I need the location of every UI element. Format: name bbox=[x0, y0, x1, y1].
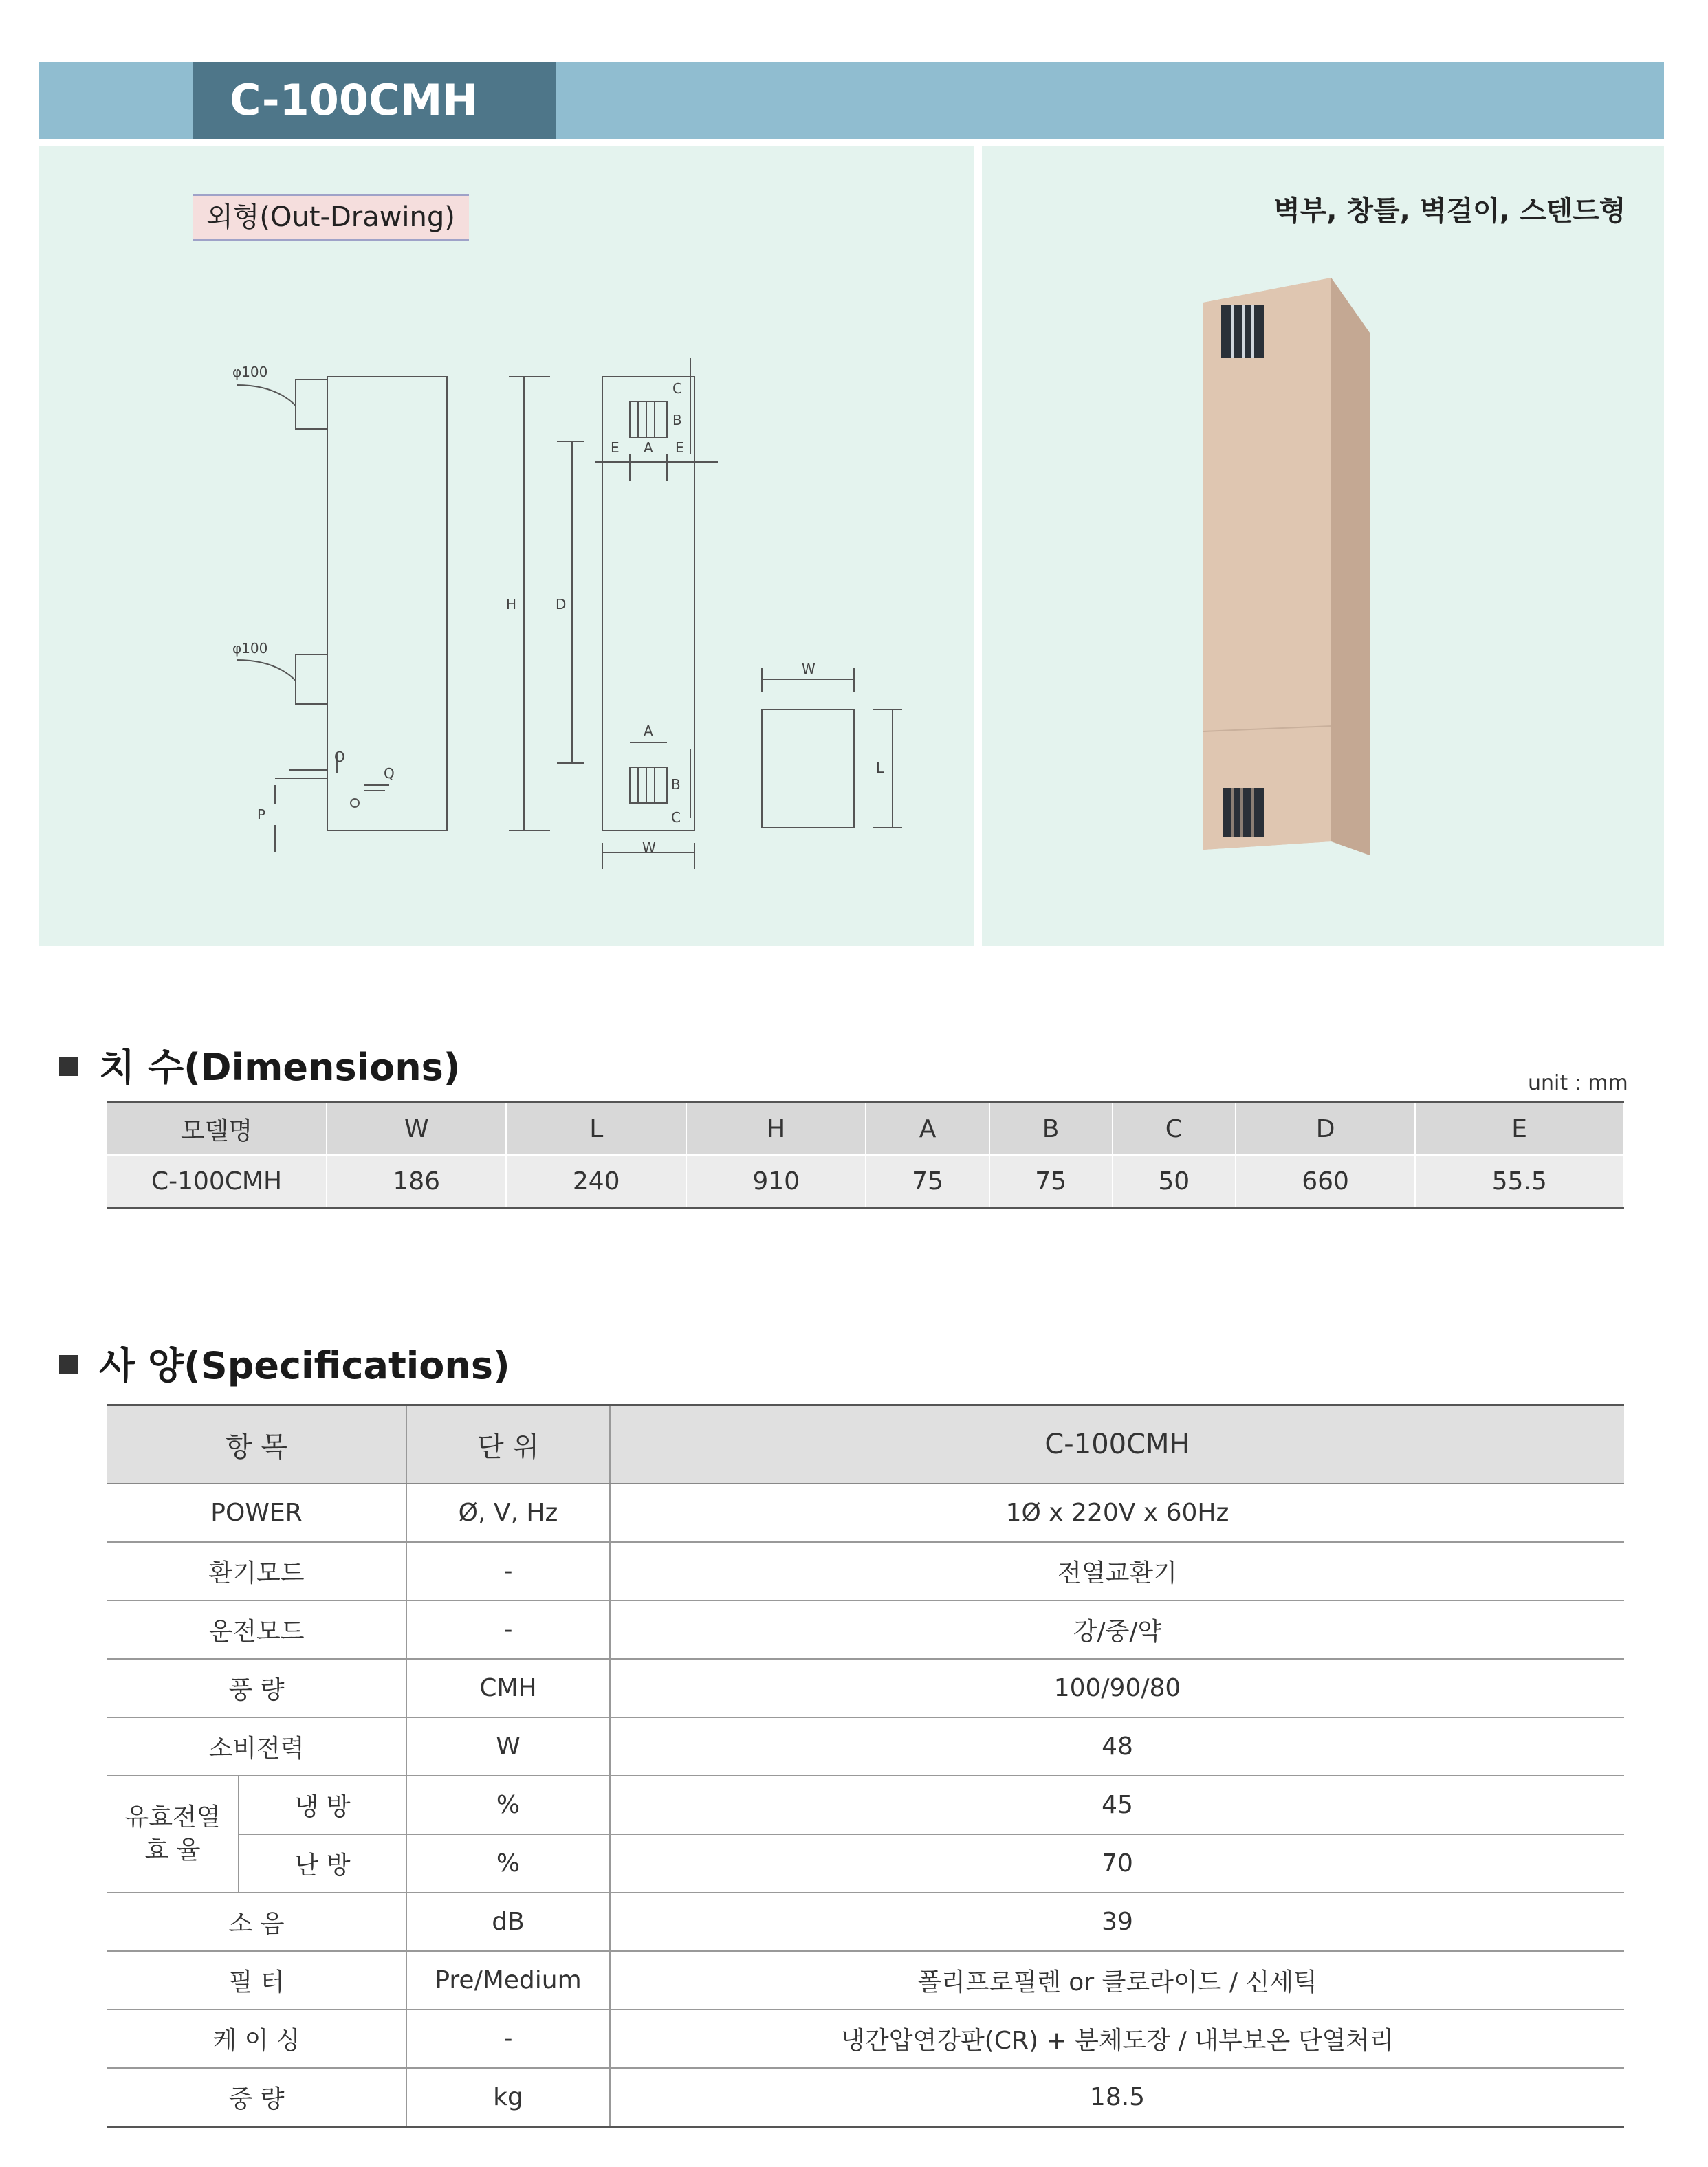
dim-label-b-top: B bbox=[672, 412, 682, 428]
value-cell: 48 bbox=[610, 1717, 1624, 1776]
table-row bbox=[107, 2068, 1624, 2127]
dim-label-o: O bbox=[334, 749, 345, 765]
table-row bbox=[107, 1484, 1624, 1542]
unit-cell: - bbox=[406, 2010, 610, 2068]
item-cell: 운전모드 bbox=[107, 1600, 406, 1659]
table-cell: C-100CMH bbox=[107, 1155, 327, 1208]
model-title: C-100CMH bbox=[193, 62, 556, 139]
unit-cell: % bbox=[406, 1776, 610, 1834]
table-row bbox=[107, 1951, 1624, 2010]
dim-label-w-side: W bbox=[802, 661, 815, 677]
dimensions-title: 치 수(Dimensions) bbox=[99, 1046, 461, 1089]
header-cell: C-100CMH bbox=[610, 1405, 1624, 1484]
side-view-body bbox=[327, 377, 447, 830]
header-cell: A bbox=[866, 1103, 989, 1156]
dim-label-e-right: E bbox=[675, 439, 684, 456]
dim-label-l-side: L bbox=[876, 760, 884, 776]
item-cell: 필 터 bbox=[107, 1951, 406, 2010]
table-cell: 55.5 bbox=[1415, 1155, 1623, 1208]
item-cell: POWER bbox=[107, 1484, 406, 1542]
value-cell: 강/중/약 bbox=[610, 1600, 1624, 1659]
plan-view-body bbox=[762, 710, 854, 828]
header-cell: 항 목 bbox=[107, 1405, 406, 1484]
drain-port bbox=[351, 799, 359, 807]
table-cell: 240 bbox=[506, 1155, 686, 1208]
value-cell: 폴리프로필렌 or 클로라이드 / 신세틱 bbox=[610, 1951, 1624, 2010]
item-cell: 중 량 bbox=[107, 2068, 406, 2127]
install-types-text: 벽부, 창틀, 벽걸이, 스텐드형 bbox=[1273, 195, 1626, 227]
duct-lower bbox=[296, 654, 327, 704]
unit-cell: - bbox=[406, 1542, 610, 1600]
dim-label-h: H bbox=[506, 596, 517, 613]
table-header-row bbox=[107, 1103, 1623, 1156]
out-drawing-label: 외형(Out-Drawing) bbox=[193, 194, 469, 241]
dim-label-b-bottom: B bbox=[671, 776, 681, 793]
header-cell: L bbox=[506, 1103, 686, 1156]
unit-cell: CMH bbox=[406, 1659, 610, 1717]
unit-cell: % bbox=[406, 1834, 610, 1893]
specifications-title: 사 양(Specifications) bbox=[99, 1344, 510, 1387]
unit-cell: kg bbox=[406, 2068, 610, 2127]
dim-label-w-front: W bbox=[642, 839, 656, 856]
table-cell: 75 bbox=[866, 1155, 989, 1208]
item-cell: 냉 방 bbox=[239, 1776, 406, 1834]
duct-label-upper: φ100 bbox=[232, 364, 268, 380]
specifications-heading bbox=[59, 1336, 510, 1389]
grille-lower bbox=[630, 767, 667, 803]
item-cell: 케 이 싱 bbox=[107, 2010, 406, 2068]
efficiency-label-line2: 효 율 bbox=[144, 1836, 201, 1864]
dim-label-d: D bbox=[556, 596, 567, 613]
table-cell: 660 bbox=[1236, 1155, 1415, 1208]
grille-upper bbox=[630, 402, 667, 437]
unit-cell: - bbox=[406, 1600, 610, 1659]
item-cell: 소 음 bbox=[107, 1893, 406, 1951]
table-row bbox=[107, 1717, 1624, 1776]
dim-label-e-left: E bbox=[611, 439, 620, 456]
value-cell: 100/90/80 bbox=[610, 1659, 1624, 1717]
table-row bbox=[107, 1893, 1624, 1951]
table-row bbox=[107, 1776, 1624, 1834]
table-header-row bbox=[107, 1405, 1624, 1484]
dim-label-c-bottom: C bbox=[671, 809, 681, 826]
table-row bbox=[107, 1155, 1623, 1208]
value-cell: 45 bbox=[610, 1776, 1624, 1834]
table-cell: 50 bbox=[1113, 1155, 1236, 1208]
header-cell: E bbox=[1415, 1103, 1623, 1156]
specifications-table bbox=[107, 1404, 1624, 2128]
duct-label-lower: φ100 bbox=[232, 640, 268, 657]
dimensions-table bbox=[107, 1101, 1624, 1209]
unit-cell: Pre/Medium bbox=[406, 1951, 610, 2010]
value-cell: 70 bbox=[610, 1834, 1624, 1893]
item-cell: 난 방 bbox=[239, 1834, 406, 1893]
bullet-square-icon bbox=[59, 1057, 78, 1076]
dim-label-a-top: A bbox=[644, 439, 653, 456]
value-cell: 18.5 bbox=[610, 2068, 1624, 2127]
duct-upper bbox=[296, 380, 327, 429]
header-cell: W bbox=[327, 1103, 506, 1156]
efficiency-group-cell bbox=[107, 1776, 239, 1893]
table-row bbox=[107, 1659, 1624, 1717]
header-cell: C bbox=[1113, 1103, 1236, 1156]
dim-label-q: Q bbox=[384, 765, 395, 782]
dimensions-heading bbox=[59, 1038, 461, 1091]
product-photo bbox=[1203, 278, 1370, 855]
unit-cell: dB bbox=[406, 1893, 610, 1951]
value-cell: 39 bbox=[610, 1893, 1624, 1951]
item-cell: 풍 량 bbox=[107, 1659, 406, 1717]
header-cell: 단 위 bbox=[406, 1405, 610, 1484]
unit-cell: Ø, V, Hz bbox=[406, 1484, 610, 1542]
value-cell: 전열교환기 bbox=[610, 1542, 1624, 1600]
item-cell: 소비전력 bbox=[107, 1717, 406, 1776]
table-cell: 75 bbox=[989, 1155, 1113, 1208]
table-row bbox=[107, 1834, 1624, 1893]
item-cell: 환기모드 bbox=[107, 1542, 406, 1600]
table-cell: 186 bbox=[327, 1155, 506, 1208]
table-row bbox=[107, 2010, 1624, 2068]
dim-label-c-top: C bbox=[672, 380, 682, 397]
value-cell: 1Ø x 220V x 60Hz bbox=[610, 1484, 1624, 1542]
dim-label-a-bottom: A bbox=[644, 723, 653, 739]
efficiency-label-line1: 유효전열 bbox=[124, 1803, 221, 1832]
unit-cell: W bbox=[406, 1717, 610, 1776]
table-row bbox=[107, 1542, 1624, 1600]
table-cell: 910 bbox=[686, 1155, 866, 1208]
bullet-square-icon bbox=[59, 1355, 78, 1374]
header-cell: 모델명 bbox=[107, 1103, 327, 1156]
table-row bbox=[107, 1600, 1624, 1659]
header-cell: H bbox=[686, 1103, 866, 1156]
value-cell: 냉간압연강판(CR) + 분체도장 / 내부보온 단열처리 bbox=[610, 2010, 1624, 2068]
dim-label-p: P bbox=[257, 806, 266, 823]
header-cell: D bbox=[1236, 1103, 1415, 1156]
unit-label: unit : mm bbox=[1528, 1071, 1628, 1095]
header-cell: B bbox=[989, 1103, 1113, 1156]
